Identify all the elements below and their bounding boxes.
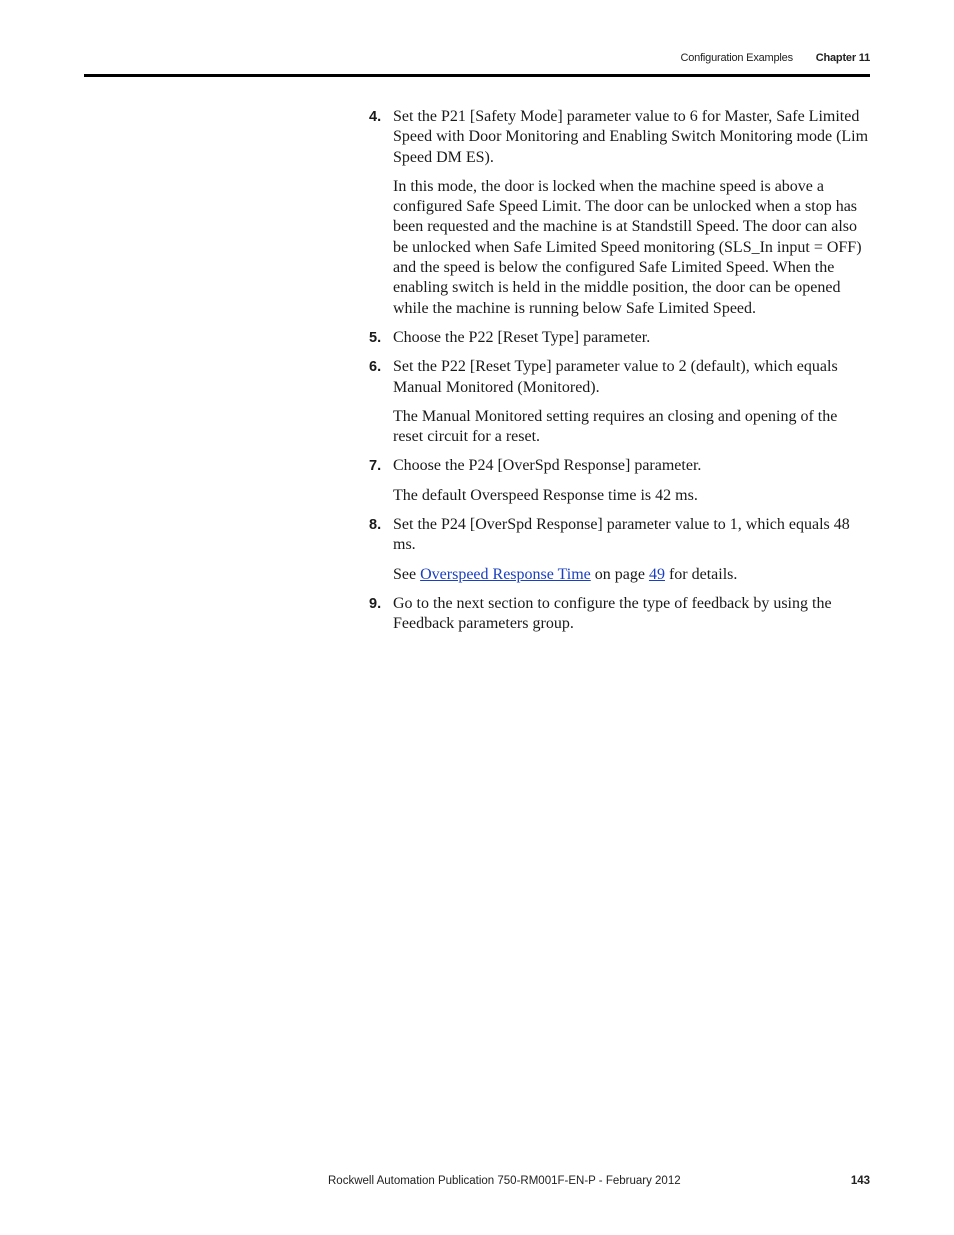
step-number: 8. — [369, 517, 382, 534]
step-5 — [368, 328, 870, 348]
step-text: Set the P21 [Safety Mode] parameter value to 6 for Master, Safe Limited Speed with Door Monitoring and Enabling Switch Monitoring mode (Lim Speed DM ES). — [393, 108, 869, 166]
step-4 — [368, 107, 870, 168]
see-suffix: for details. — [668, 565, 738, 583]
step-text: Set the P24 [OverSpd Response] parameter value to 1, which equals 48 ms. — [393, 516, 850, 554]
step-number: 7. — [369, 458, 382, 475]
step-text: Choose the P24 [OverSpd Response] parameter. — [393, 457, 702, 475]
step-text: Set the P22 [Reset Type] parameter value to 2 (default), which equals Manual Monitored (Monitored). — [393, 358, 838, 396]
step-text: Go to the next section to configure the type of feedback by using the Feedback parameters group. — [393, 594, 832, 633]
step-8 — [368, 515, 870, 556]
page-49-link[interactable]: 49 — [648, 565, 665, 583]
header-chapter-label: Chapter 11 — [815, 52, 870, 64]
page-content — [368, 107, 870, 644]
step-9 — [368, 594, 870, 635]
header-rule — [84, 74, 870, 77]
step-7 — [368, 456, 870, 476]
overspeed-response-time-link[interactable]: Overspeed Response Time — [420, 565, 591, 583]
see-middle: on page — [594, 565, 645, 583]
publication-info: Rockwell Automation Publication 750-RM001F-EN-P - February 2012 — [328, 1175, 681, 1187]
manual-monitored-paragraph: The Manual Monitored setting requires an closing and opening of the reset circuit for a reset. — [393, 407, 838, 446]
step-number: 9. — [369, 595, 382, 612]
running-header — [681, 52, 871, 64]
step-text: Choose the P22 [Reset Type] parameter. — [393, 328, 651, 346]
step-6 — [368, 357, 870, 398]
header-section-name: Configuration Examples — [680, 52, 793, 64]
step-number: 4. — [369, 109, 382, 125]
see-reference-paragraph — [368, 565, 870, 585]
mode-description-paragraph: In this mode, the door is locked when the machine speed is above a configured Safe Speed Limit. The door can be unlocked when a stop has been requested and the machine is at Standstill Speed. The door can also be unlocked when Safe Limited Speed monitoring (SLS_In input = OFF) and the speed is below the configured Safe Limited Speed. When the enabling switch is held in the middle position, the door can be opened while the machine is running below Safe Limited Speed. — [393, 177, 862, 317]
step-number: 6. — [369, 359, 382, 376]
page-number: 143 — [850, 1175, 870, 1187]
see-prefix: See — [393, 565, 417, 583]
step-number: 5. — [369, 329, 382, 346]
default-response-paragraph: The default Overspeed Response time is 42 ms. — [393, 486, 698, 504]
